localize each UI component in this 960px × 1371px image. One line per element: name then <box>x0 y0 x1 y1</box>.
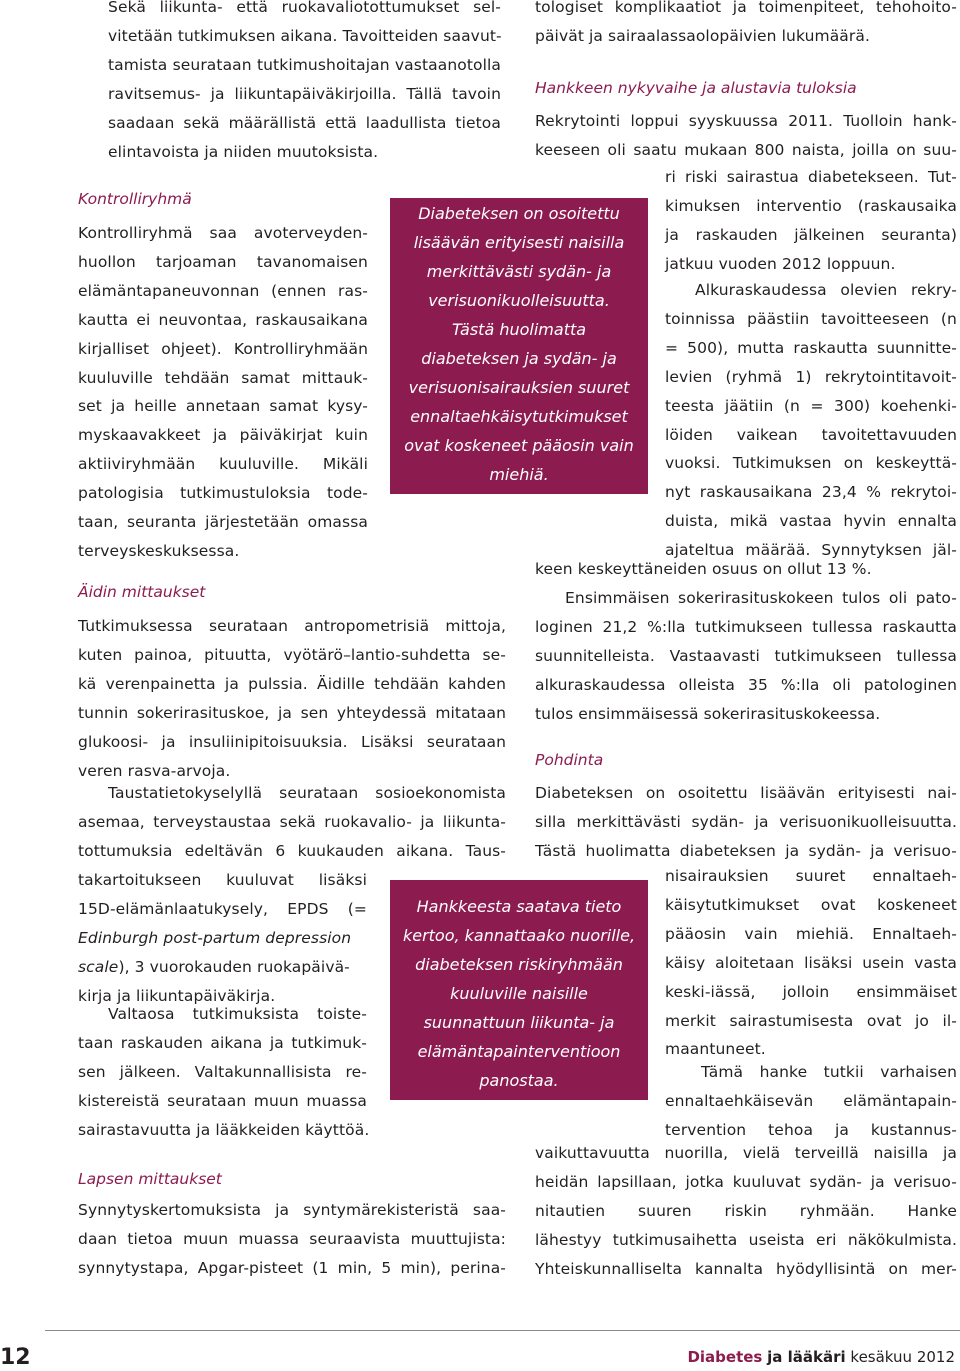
mother-line: kuten painoa, pituutta, vyötärö–lantio-suhdetta se- <box>78 645 506 664</box>
page-number: 12 <box>0 1345 31 1370</box>
pull-quote-1 <box>390 198 648 494</box>
recruit-line: toinnissa päästiin tavoitteeseen (n <box>665 309 957 328</box>
project-line: heidän lapsillaan, jotka kuuluvat sydän- ja verisuo- <box>535 1172 957 1191</box>
control-line: terveyskeskuksessa. <box>78 541 240 560</box>
discussion-line: nisairauksien suuret ennaltaeh- <box>665 867 957 885</box>
pull-quote-1-line: ennaltaehkäisytutkimukset <box>410 407 628 426</box>
recruit-line: keen keskeyttäneiden osuus on ollut 13 %. <box>535 560 872 578</box>
background-line: Taustatietokyselyllä seurataan sosioekonomista <box>108 784 506 802</box>
followup-line: Valtaosa tutkimuksista toiste- <box>108 1005 367 1023</box>
background-line: asemaa, terveystaustaa sekä ruokavalio- ja liikunta- <box>78 812 506 831</box>
control-line: kautta ei neuvontaa, raskausaikana <box>78 310 368 329</box>
status-line: jatkuu vuoden 2012 loppuun. <box>665 254 896 273</box>
mother-line: kä verenpainetta ja pulssia. Äidille tehdään kahden <box>78 674 506 693</box>
discussion-line: käisy aloitetaan lisäksi usein vasta <box>665 953 957 972</box>
discussion-line: keski-iässä, jolloin ensimmäiset <box>665 982 957 1001</box>
pull-quote-2-line: elämäntapainterventioon <box>417 1042 621 1061</box>
footer-rule <box>45 1330 960 1331</box>
intro-line: Sekä liikunta- että ruokavaliotottumukset sel- <box>108 0 501 16</box>
section-heading-control: Kontrolliryhmä <box>78 190 192 208</box>
pull-quote-1-line: merkittävästi sydän- ja <box>426 262 612 281</box>
section-heading-child: Lapsen mittaukset <box>78 1170 222 1188</box>
recruit-line: löiden vaikean tavoitettavuuden <box>665 425 957 444</box>
pull-quote-2-line: panostaa. <box>479 1071 559 1090</box>
child-line: daan tietoa muun muassa seuraavista muuttujista: <box>78 1229 506 1248</box>
intro-line: vitetään tutkimuksen aikana. Tavoitteiden saavut- <box>108 26 502 45</box>
project-line: lähestyy tutkimusaihetta useista eri näkökulmista. <box>535 1230 957 1249</box>
footer-brand-laakari: ja lääkäri <box>767 1348 846 1366</box>
control-line: kuuluville tehdään samat mittauk- <box>78 368 368 387</box>
section-heading-status: Hankkeen nykyvaihe ja alustavia tuloksia <box>535 79 857 97</box>
control-line: aktiiviryhmään kuuluville. Mikäli <box>78 455 368 474</box>
recruit-line: = 500), mutta raskautta suunnitte- <box>665 338 957 357</box>
followup-line: sen jälkeen. Valtakunnallisista re- <box>78 1062 367 1081</box>
control-line: patologisia tutkimustuloksia tode- <box>78 484 368 503</box>
background-line: tottumuksia edeltävän 6 kuukauden aikana. Taus- <box>78 841 506 860</box>
section-heading-discussion: Pohdinta <box>535 751 604 769</box>
pull-quote-1-line: verisuonikuolleisuutta. <box>428 291 610 310</box>
pull-quote-2 <box>390 880 648 1100</box>
control-line: huollon tarjoaman tavanomaisen <box>78 252 368 271</box>
intro-line: tamista seurataan tutkimushoitajan vastaanotolla <box>108 55 501 74</box>
glucose-line: loginen 21,2 %:lla tutkimukseen tullessa raskautta <box>535 617 957 636</box>
discussion-line: maantuneet. <box>665 1040 766 1059</box>
recruit-line: Alkuraskaudessa olevien rekry- <box>695 281 957 299</box>
pull-quote-1-line: diabeteksen ja sydän- ja <box>421 349 617 368</box>
mother-line: veren rasva-arvoja. <box>78 761 231 780</box>
discussion-line: pääosin vain miehiä. Ennaltaeh- <box>665 924 957 943</box>
glucose-line: suunnitelleista. Vastaavasti tutkimukseen tullessa <box>535 646 957 665</box>
project-line: Tämä hanke tutkii varhaisen <box>701 1063 957 1081</box>
control-line: elämäntapaneuvonnan (ennen ras- <box>78 281 368 300</box>
recruit-line: teesta jäätiin (n = 300) koehenki- <box>665 396 957 415</box>
project-line: Yhteiskunnalliselta kannalta hyödyllisintä on mer- <box>535 1259 957 1278</box>
pull-quote-1-line: Diabeteksen on osoitettu <box>418 204 620 223</box>
discussion-line: Diabeteksen on osoitettu lisäävän erityisesti nai- <box>535 784 957 802</box>
pull-quote-1-line: Tästä huolimatta <box>451 320 587 339</box>
project-line: vaikuttavuutta nuorilla, vielä terveillä naisilla ja <box>535 1144 957 1162</box>
discussion-line: silla merkittävästi sydän- ja verisuonikuolleisuutta. <box>535 812 957 831</box>
status-line: keeseen oli saatu mukaan 800 naista, joilla on suu- <box>535 140 957 159</box>
intro-line: saadaan sekä määrällistä että laadullista tietoa <box>108 113 501 132</box>
footer-publication <box>687 1347 955 1367</box>
status-line: ja raskauden jälkeinen seuranta) <box>665 225 957 244</box>
recruit-line: vuoksi. Tutkimuksen on keskeyttä- <box>665 454 957 473</box>
mother-line: tunnin sokerirasituskoe, ja sen yhteydessä mitataan <box>78 703 506 722</box>
recruit-line: nyt raskausaikana 23,4 % rekrytoi- <box>665 483 957 502</box>
project-line: nitautien suuren riskin ryhmään. Hanke <box>535 1201 957 1220</box>
control-line: myskaavakkeet ja päiväkirjat kuin <box>78 426 368 445</box>
pull-quote-2-line: diabeteksen riskiryhmään <box>415 955 623 974</box>
pull-quote-1-line: verisuonisairauksien suuret <box>408 378 630 397</box>
child-line: synnytystapa, Apgar-pisteet (1 min, 5 min), perina- <box>78 1258 506 1277</box>
status-line: ri riski sairastua diabetekseen. Tut- <box>665 168 957 186</box>
pull-quote-1-line: ovat koskeneet pääosin vain <box>404 436 634 455</box>
discussion-line: merkit sairastumisesta ovat jo il- <box>665 1011 957 1030</box>
recruit-line: levien (ryhmä 1) rekrytointitavoit- <box>665 367 957 386</box>
status-line: kimuksen interventio (raskausaika <box>665 196 957 215</box>
pull-quote-2-line: suunnattuun liikunta- ja <box>423 1013 615 1032</box>
control-line: Kontrolliryhmä saa avoterveyden- <box>78 224 368 242</box>
background-line: 15D-elämänlaatukysely, EPDS (= <box>78 899 367 918</box>
footer-brand-diabetes: Diabetes <box>687 1348 763 1366</box>
scale-rest: ), 3 vuorokauden ruokapäivä- <box>118 957 350 976</box>
pull-quote-2-line: kertoo, kannattaako nuorille, <box>402 926 636 945</box>
control-line: taan, seuranta järjestetään omassa <box>78 513 368 531</box>
pull-quote-1-line: miehiä. <box>489 465 549 484</box>
pull-quote-2-line: kuuluville naisille <box>450 984 588 1003</box>
followup-line: taan raskauden aikana ja tutkimuk- <box>78 1033 367 1052</box>
scale-word: scale <box>78 957 119 976</box>
section-heading-mother: Äidin mittaukset <box>78 583 206 601</box>
glucose-line: Ensimmäisen sokerirasituskokeen tulos oli pato- <box>565 589 957 607</box>
recruit-line: ajateltua määrää. Synnytyksen jäl- <box>665 541 957 560</box>
control-line: set ja heille annetaan samat kysy- <box>78 397 368 416</box>
mother-line: Tutkimuksessa seurataan antropometrisiä mittoja, <box>78 617 506 635</box>
glucose-line: tulos ensimmäisessä sokerirasituskokeessa. <box>535 704 881 723</box>
background-line: takartoitukseen kuuluvat lisäksi <box>78 871 367 889</box>
background-line-italic: Edinburgh post-partum depression <box>78 928 352 947</box>
top-line: päivät ja sairaalassaolopäivien lukumäärä. <box>535 26 870 45</box>
followup-line: sairastavuutta ja lääkkeiden käyttöä. <box>78 1120 370 1139</box>
background-line-scale <box>78 957 350 977</box>
project-line: ennaltaehkäisevän elämäntapain- <box>665 1091 957 1110</box>
discussion-line: käisytutkimukset ovat koskeneet <box>665 895 957 914</box>
mother-line: glukoosi- ja insuliinipitoisuuksia. Lisäksi seurataan <box>78 732 506 751</box>
top-line: tologiset komplikaatiot ja toimenpiteet, tehohoito- <box>535 0 957 16</box>
intro-line: ravitsemus- ja liikuntapäiväkirjoilla. Tällä tavoin <box>108 84 501 103</box>
footer-issue: kesäkuu 2012 <box>850 1348 955 1366</box>
child-line: Synnytyskertomuksista ja syntymärekisteristä saa- <box>78 1201 506 1219</box>
background-line: kirja ja liikuntapäiväkirja. <box>78 986 276 1005</box>
discussion-line: Tästä huolimatta diabeteksen ja sydän- ja verisuo- <box>535 841 957 860</box>
pull-quote-2-line: Hankkeesta saatava tieto <box>416 897 622 916</box>
recruit-line: duista, mikä vastaa hyvin ennalta <box>665 512 957 531</box>
followup-line: kistereistä seurataan muun muassa <box>78 1091 367 1110</box>
project-line: tervention tehoa ja kustannus- <box>665 1120 957 1139</box>
glucose-line: alkuraskaudessa olleista 35 %:lla oli patologinen <box>535 675 957 694</box>
pull-quote-1-line: lisäävän erityisesti naisilla <box>413 233 625 252</box>
status-line: Rekrytointi loppui syyskuussa 2011. Tuolloin hank- <box>535 112 957 130</box>
control-line: kirjalliset ohjeet). Kontrolliryhmään <box>78 339 368 358</box>
intro-line: elintavoista ja niiden muutoksista. <box>108 142 379 161</box>
